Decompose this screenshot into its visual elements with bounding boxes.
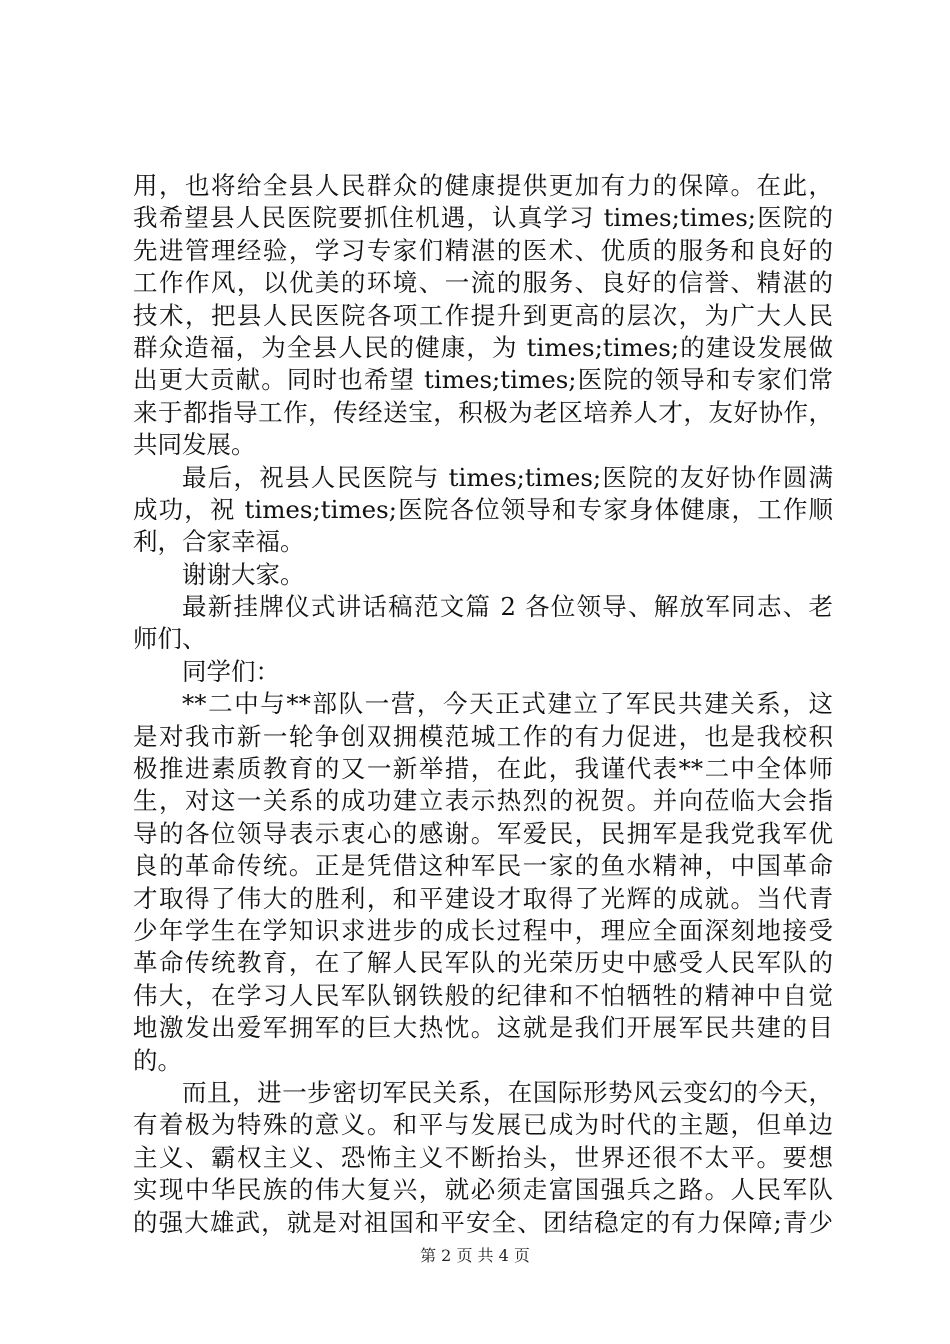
text-line: 实现中华民族的伟大复兴，就必须走富国强兵之路。人民军队	[133, 1175, 833, 1205]
text-line: 成功，祝 times;times;医院各位领导和专家身体健康，工作顺	[133, 494, 833, 524]
text-line: 革命传统教育，在了解人民军队的光荣历史中感受人民军队的	[133, 948, 833, 978]
salutation: 同学们：	[182, 656, 280, 686]
text-line: 先进管理经验，学习专家们精湛的医术、优质的服务和良好的	[133, 235, 833, 265]
text-line: 利，合家幸福。	[133, 527, 305, 557]
text-line: 师们、	[133, 624, 207, 654]
text-line: 技术，把县人民医院各项工作提升到更高的层次，为广大人民	[133, 300, 833, 330]
text-line: 地激发出爱军拥军的巨大热忱。这就是我们开展军民共建的目	[133, 1013, 833, 1043]
text-line: 出更大贡献。同时也希望 times;times;医院的领导和专家们常	[133, 365, 833, 395]
text-line: 用，也将给全县人民群众的健康提供更加有力的保障。在此，	[133, 171, 833, 200]
text-line: 是对我市新一轮争创双拥模范城工作的有力促进，也是我校积	[133, 721, 833, 751]
text-line: 极推进素质教育的又一新举措，在此，我谨代表**二中全体师	[133, 754, 833, 784]
paragraph-start: 最后，祝县人民医院与 times;times;医院的友好协作圆满	[182, 462, 833, 492]
paragraph-start: 谢谢大家。	[182, 559, 305, 589]
text-line: 才取得了伟大的胜利，和平建设才取得了光辉的成就。当代青	[133, 883, 833, 913]
text-line: 共同发展。	[133, 430, 256, 460]
body-text	[133, 170, 833, 1239]
text-line: 少年学生在学知识求进步的成长过程中，理应全面深刻地接受	[133, 915, 833, 945]
text-line: 我希望县人民医院要抓住机遇，认真学习 times;times;医院的	[133, 203, 833, 233]
text-line: 导的各位领导表示衷心的感谢。军爱民，民拥军是我党我军优	[133, 818, 833, 848]
text-line: 有着极为特殊的意义。和平与发展已成为时代的主题，但单边	[133, 1110, 833, 1140]
text-line: 良的革命传统。正是凭借这种军民一家的鱼水精神，中国革命	[133, 851, 833, 881]
paragraph-start: **二中与**部队一营，今天正式建立了军民共建关系，这	[182, 689, 833, 719]
text-line: 伟大，在学习人民军队钢铁般的纪律和不怕牺牲的精神中自觉	[133, 980, 833, 1010]
text-line: 的。	[133, 1045, 182, 1075]
page-number-footer: 第 2 页 共 4 页	[420, 1246, 530, 1265]
paragraph-start: 而且，进一步密切军民关系，在国际形势风云变幻的今天，	[182, 1077, 833, 1107]
text-line: 来于都指导工作，传经送宝，积极为老区培养人才，友好协作，	[133, 397, 833, 427]
text-line: 群众造福，为全县人民的健康，为 times;times;的建设发展做	[133, 332, 833, 362]
text-line: 工作作风，以优美的环境、一流的服务、良好的信誉、精湛的	[133, 268, 833, 298]
text-line: 的强大雄武，就是对祖国和平安全、团结稳定的有力保障;青少	[133, 1207, 833, 1237]
text-line: 生，对这一关系的成功建立表示热烈的祝贺。并向莅临大会指	[133, 786, 833, 816]
section-heading-line: 最新挂牌仪式讲话稿范文篇 2 各位领导、解放军同志、老	[182, 592, 833, 622]
text-line: 主义、霸权主义、恐怖主义不断抬头，世界还很不太平。要想	[133, 1142, 833, 1172]
